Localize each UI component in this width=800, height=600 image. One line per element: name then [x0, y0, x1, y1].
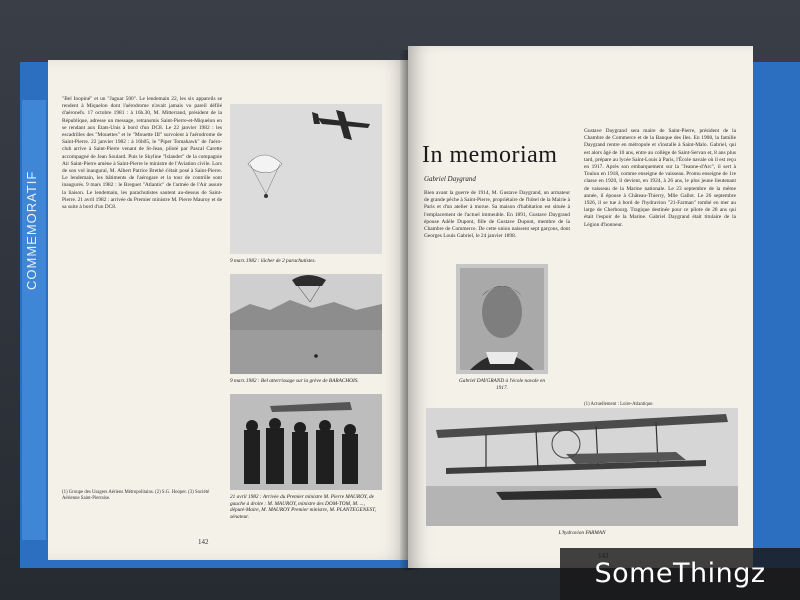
photo-parachute-landscape: [230, 274, 382, 374]
arrival-group-illustration: [230, 394, 382, 490]
left-page: [48, 60, 410, 560]
portrait-illustration: [456, 264, 548, 374]
spine-text: COMMEMORATIF: [24, 170, 39, 290]
portrait-caption: Gabriel DAYGRAND à l'école navale en 1917.: [458, 378, 545, 391]
seaplane-illustration: [426, 408, 738, 526]
plane-parachute-illustration: [230, 104, 382, 254]
left-footnotes: (1) Groupe des Usagers Aériens Métropolitains. (2) S.G. Hooper. (3) Société Aérienne Saint-Pierraise.: [62, 490, 210, 501]
photo2-caption: 9 mars 1982 : Bel atterrissage sur la grève de BARACHOIS.: [230, 378, 359, 384]
right-page: [408, 46, 753, 568]
photo-arrival-group: [230, 394, 382, 490]
right-footnote: (1) Actuellement : Loire-Atlantique.: [584, 402, 654, 407]
watermark-logo: SomeThingz: [560, 548, 800, 600]
left-column-text: "Bel Inopiné" et un "Jaguar 500". Le lendemain 22, les six appareils se rendent à Miquelon dont l'aérodrome n'avait jamais vu pareil défilé d'aéronefs. 17 octobre 1981 : à 16h.30, M. Mitterrand, président de la République, adresse un message, retransmis Saint-Pierre-et-Miquelon en se rendant aux Etats-Unis à bord d'un DC8. Le 22 janvier 1982 : les escadrilles des "Mouettes" et le "Mouette III" survolent à l'aérodrome de Saint-Pierre. 22 janvier 1982 : à 16h05, le "Piper Tomahawk" de l'aéro-club arrive à Saint-Pierre venant de St-Jean, piloté par Pascal Carette accompagné de Jean Soulard. Puis le Skyline "Islander" de la compagnie Air Saint-Pierre amène à Saint-Pierre le ministre de l'Aviation civile. Lors de son vol inaugural, M. Albert Patrice Brethé s'était posé à Saint-Pierre. Le lendemain, les bâtiments de l'aérogare et la tour de contrôle sont inaugurés. 9 mars 1982 : le Breguet "Atlantic" de l'armée de l'Air assure la liaison. Le lendemain, les parachutistes sautent au-dessus de Saint-Pierre. 21 avril 1982 : arrivée du Premier ministre M. Pierre Mauroy et de sa suite à bord d'un DC8.: [62, 96, 222, 211]
left-page-number: 142: [198, 538, 209, 546]
seaplane-photo: [426, 408, 738, 526]
subtitle: Gabriel Daygrand: [424, 175, 476, 183]
photo3-caption: 21 avril 1982 : Arrivée du Premier ministre M. Pierre MAUROY, de gauche à droite : M. MAUROY, ministre des DOM-TOM, M. ..., député-Maire, M. MAUROY Premier ministre, M. PLANTEGENEST, sénateur.: [230, 494, 376, 520]
photo1-caption: 9 mars 1982 : lâcher de 2 parachutistes.: [230, 258, 316, 264]
page-title: In memoriam: [422, 142, 558, 168]
photo-plane-parachutes: [230, 104, 382, 254]
right-column1-text: Bien avant la guerre de 1914, M. Gustave Daygrand, un armateur de grande pêche à Saint-Pierre, propriétaire de l'hôtel de la Mairie à Paris et d'un atelier à morue. Sa maison d'habitation est située à l'emplacement de l'actuel immeuble. En 1891, Gustave Daygrand épouse Adèle Dupont, fille de Gustave Dupont, membre de la Chambre de Commerce. De cette union naissent sept garçons, dont Georges Louis Gabriel, le 24 janvier 1898.: [424, 190, 570, 240]
right-column2-text: Gustave Daygrand sera maire de Saint-Pierre, président de la Chambre de Commerce et de la Banque des Iles. En 1908, la famille Daygrand rentre en métropole et s'installe à Saint-Malo. Gabriel, qui est alors âgé de 10 ans, entre au collège de Saint-Servan et, 8 ans plus tard, prépare au lycée Saint-Louis à Paris, l'École navale où il est reçu en 1917. Après son embarquement sur la "Jeanne-d'Arc", il sert à Toulon en 1918, comme enseigne de vaisseau. Promu enseigne de 1re classe en 1920, il devient, en 1924, à 26 ans, le plus jeune lieutenant de vaisseau de la Marine nationale. Le 23 septembre de la même année, il épouse à Château-Thierry, Mlle Gallot. Le 26 septembre 1926, il se tue à bord de l'hydravion "21-Farman" tombé en mer au large de Cherbourg. Tragique destinée pour ce pilote de 28 ans qui était l'espoir de la Marine. Gabriel Daygrand était titulaire de la Légion d'honneur.: [584, 128, 736, 228]
parachute-landscape-illustration: [230, 274, 382, 374]
seaplane-caption: L'hydravion FARMAN: [558, 530, 606, 536]
portrait-photo: [456, 264, 548, 374]
